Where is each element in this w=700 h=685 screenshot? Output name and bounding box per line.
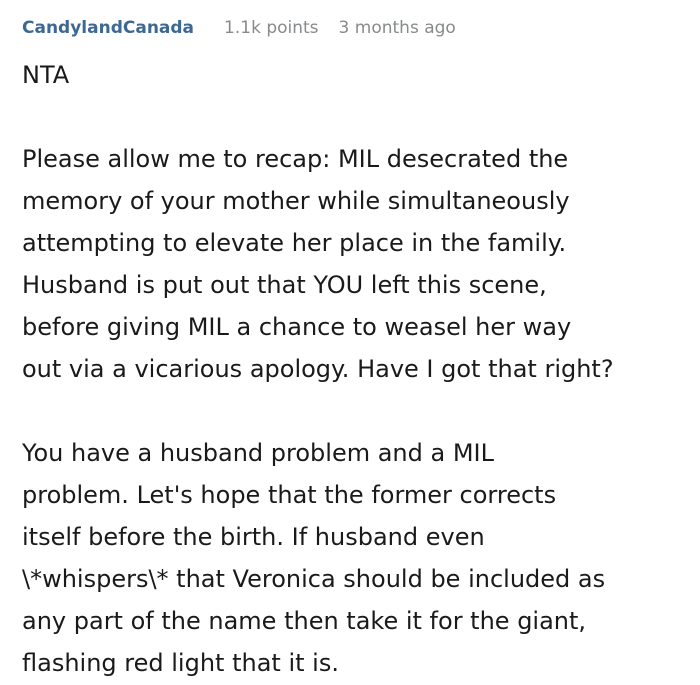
comment-body — [22, 54, 676, 684]
paragraph-gap — [22, 96, 676, 138]
comment-text-line: NTA — [22, 61, 70, 89]
comment-text-line: any part of the name then take it for the giant, — [22, 607, 587, 635]
comment-text-line: Please allow me to recap: MIL desecrated the — [22, 145, 569, 173]
comment-text-line: attempting to elevate her place in the family. — [22, 229, 567, 257]
comment-text-line: Husband is put out that YOU left this scene, — [22, 271, 547, 299]
comment-text-line: problem. Let's hope that the former corrects — [22, 481, 557, 509]
comment-text-line: \*whispers\* that Veronica should be included as — [22, 565, 606, 593]
paragraph-gap — [22, 390, 676, 432]
comment-text-line: out via a vicarious apology. Have I got that right? — [22, 355, 614, 383]
comment-author-link[interactable]: CandylandCanada — [22, 18, 195, 38]
comment-text-line: flashing red light that it is. — [22, 649, 339, 677]
comment-text-line: memory of your mother while simultaneously — [22, 187, 570, 215]
comment-timestamp: 3 months ago — [338, 18, 456, 38]
comment-text-line: You have a husband problem and a MIL — [22, 439, 494, 467]
comment-meta — [22, 18, 676, 44]
comment-points: 1.1k points — [224, 18, 319, 38]
comment-text-line: before giving MIL a chance to weasel her way — [22, 313, 572, 341]
comment-text-line: itself before the birth. If husband even — [22, 523, 485, 551]
